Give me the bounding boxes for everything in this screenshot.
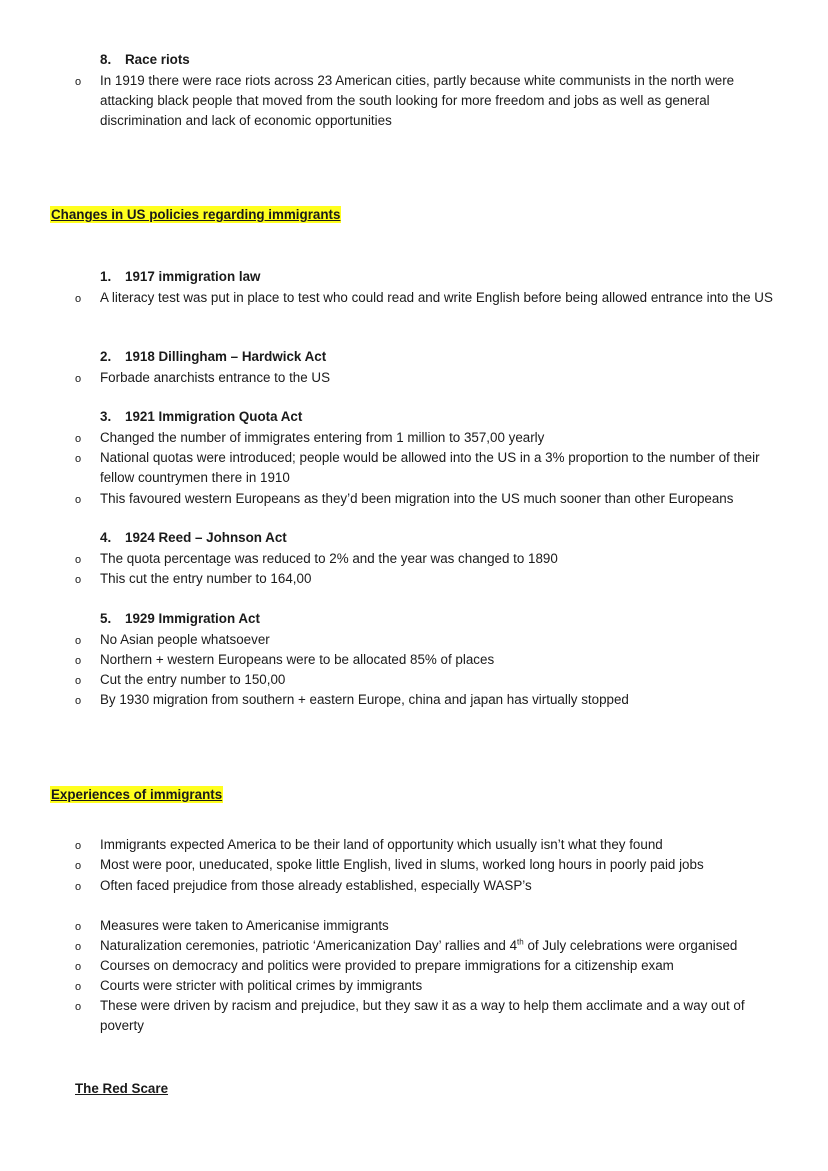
heading-number: 4. <box>100 530 112 545</box>
policy-heading-1 <box>100 269 260 284</box>
list-item <box>100 936 790 956</box>
bullet-icon: o <box>75 433 82 445</box>
bullet-icon: o <box>75 1001 82 1013</box>
heading-number: 2. <box>100 349 112 364</box>
bullet-icon: o <box>75 655 82 667</box>
bullet-icon: o <box>75 373 82 385</box>
section-heading-policies: Changes in US policies regarding immigrants <box>51 207 341 222</box>
list-item: Cut the entry number to 150,00 <box>100 672 286 687</box>
list-item-text: of July celebrations were organised <box>523 938 738 953</box>
bullet-icon: o <box>75 554 82 566</box>
bullet-icon: o <box>75 453 82 465</box>
bullet-icon: o <box>75 76 82 88</box>
bullet-icon: o <box>75 860 82 872</box>
heading-title: 1917 immigration law <box>125 269 261 284</box>
heading-number: 3. <box>100 409 112 424</box>
list-item: This favoured western Europeans as they’d been migration into the US much sooner than other Europeans <box>100 491 734 506</box>
bullet-icon: o <box>75 695 82 707</box>
heading-number: 8. <box>100 52 112 67</box>
list-item: Most were poor, uneducated, spoke little English, lived in slums, worked long hours in poorly paid jobs <box>100 857 704 872</box>
bullet-icon: o <box>75 961 82 973</box>
section-heading-red-scare: The Red Scare <box>75 1081 169 1096</box>
policy-heading-3 <box>100 409 302 424</box>
heading-title: 1921 Immigration Quota Act <box>125 409 303 424</box>
heading-title: Race riots <box>125 52 190 67</box>
policy-heading-4 <box>100 530 287 545</box>
list-item: The quota percentage was reduced to 2% and the year was changed to 1890 <box>100 551 558 566</box>
bullet-icon: o <box>75 881 82 893</box>
list-item: Forbade anarchists entrance to the US <box>100 370 331 385</box>
bullet-icon: o <box>75 293 82 305</box>
section-heading-experiences: Experiences of immigrants <box>51 787 223 802</box>
bullet-icon: o <box>75 635 82 647</box>
heading-title: 1918 Dillingham – Hardwick Act <box>125 349 327 364</box>
list-item: These were driven by racism and prejudice, but they saw it as a way to help them acclimate and a way out of poverty <box>100 998 745 1034</box>
bullet-icon: o <box>75 921 82 933</box>
race-riots-heading <box>100 52 190 67</box>
bullet-icon: o <box>75 981 82 993</box>
list-item-text: Naturalization ceremonies, patriotic ‘Americanization Day’ rallies and 4 <box>100 938 518 953</box>
list-item: Courses on democracy and politics were provided to prepare immigrations for a citizenship exam <box>100 958 674 973</box>
bullet-icon: o <box>75 494 82 506</box>
heading-number: 5. <box>100 611 112 626</box>
bullet-icon: o <box>75 840 82 852</box>
bullet-icon: o <box>75 941 82 953</box>
list-item: By 1930 migration from southern + eastern Europe, china and japan has virtually stopped <box>100 692 629 707</box>
list-item: Measures were taken to Americanise immigrants <box>100 918 389 933</box>
heading-title: 1929 Immigration Act <box>125 611 260 626</box>
list-item: Immigrants expected America to be their land of opportunity which usually isn’t what they found <box>100 837 663 852</box>
policy-heading-2 <box>100 349 326 364</box>
list-item: Northern + western Europeans were to be allocated 85% of places <box>100 652 495 667</box>
heading-number: 1. <box>100 269 112 284</box>
list-item: Often faced prejudice from those already established, especially WASP’s <box>100 878 532 893</box>
bullet-icon: o <box>75 574 82 586</box>
list-item: No Asian people whatsoever <box>100 632 270 647</box>
list-item: Changed the number of immigrates entering from 1 million to 357,00 yearly <box>100 430 545 445</box>
list-item: National quotas were introduced; people would be allowed into the US in a 3% proportion to the number of their fellow countrymen there in 1910 <box>100 450 760 486</box>
bullet-icon: o <box>75 675 82 687</box>
list-item: In 1919 there were race riots across 23 American cities, partly because white communists in the north were attacking black people that moved from the south looking for more freedom and jobs as well as general discrimination and lack of economic opportunities <box>100 73 735 129</box>
list-item: This cut the entry number to 164,00 <box>100 571 312 586</box>
list-item: Courts were stricter with political crimes by immigrants <box>100 978 423 993</box>
list-item-superscript: th <box>517 937 524 947</box>
policy-heading-5 <box>100 611 260 626</box>
list-item: A literacy test was put in place to test who could read and write English before being allowed entrance into the US <box>100 290 773 305</box>
heading-title: 1924 Reed – Johnson Act <box>125 530 287 545</box>
